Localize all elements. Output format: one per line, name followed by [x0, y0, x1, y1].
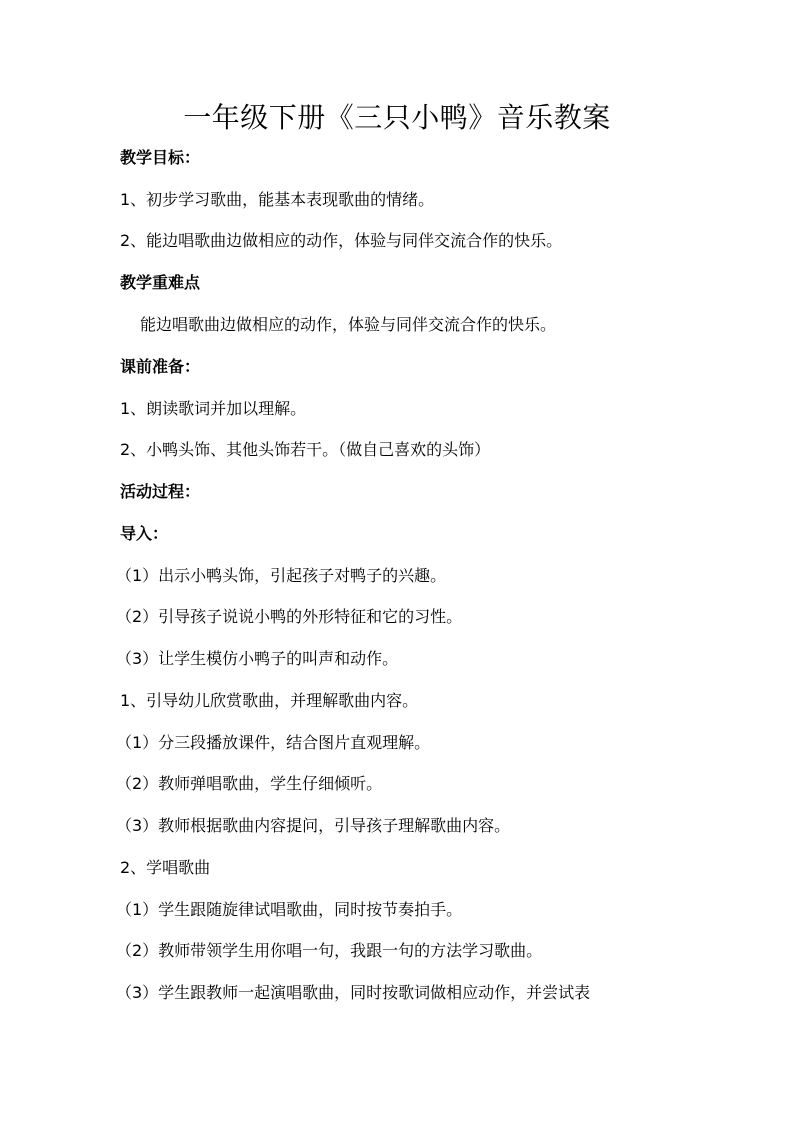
paragraph-line: （1）分三段播放课件，结合图片直观理解。 [116, 733, 431, 752]
paragraph-line: 2、能边唱歌曲边做相应的动作，体验与同伴交流合作的快乐。 [120, 231, 563, 250]
paragraph-line: （3）学生跟教师一起演唱歌曲，同时按歌词做相应动作，并尝试表 [116, 983, 591, 1002]
paragraph-line: （2）教师弹唱歌曲，学生仔细倾听。 [116, 774, 383, 793]
paragraph-line: （1）出示小鸭头饰，引起孩子对鸭子的兴趣。 [116, 566, 447, 585]
paragraph-line: （2）教师带领学生用你唱一句，我跟一句的方法学习歌曲。 [116, 941, 543, 960]
page-title: 一年级下册《三只小鸭》音乐教案 [183, 101, 611, 134]
section-heading-objectives: 教学目标： [120, 148, 201, 167]
paragraph-line: （1）学生跟随旋律试唱歌曲，同时按节奏拍手。 [116, 900, 463, 919]
paragraph-line: 1、初步学习歌曲，能基本表现歌曲的情绪。 [120, 190, 435, 209]
paragraph-line: 2、学唱歌曲 [120, 858, 211, 877]
paragraph-line: （2）引导孩子说说小鸭的外形特征和它的习性。 [116, 607, 463, 626]
paragraph-line: 1、引导幼儿欣赏歌曲，并理解歌曲内容。 [120, 691, 419, 710]
section-heading-intro: 导入： [120, 524, 169, 543]
section-heading-process: 活动过程： [120, 482, 201, 501]
paragraph-line: 能边唱歌曲边做相应的动作，体验与同伴交流合作的快乐。 [140, 315, 557, 334]
paragraph-line: 1、朗读歌词并加以理解。 [120, 399, 307, 418]
section-heading-preparation: 课前准备： [120, 357, 201, 376]
paragraph-line: （3）让学生模仿小鸭子的叫声和动作。 [116, 649, 399, 668]
paragraph-line: （3）教师根据歌曲内容提问，引导孩子理解歌曲内容。 [116, 816, 511, 835]
section-heading-key-points: 教学重难点 [120, 273, 201, 292]
paragraph-line: 2、小鸭头饰、其他头饰若干。（做自己喜欢的头饰） [120, 440, 491, 459]
